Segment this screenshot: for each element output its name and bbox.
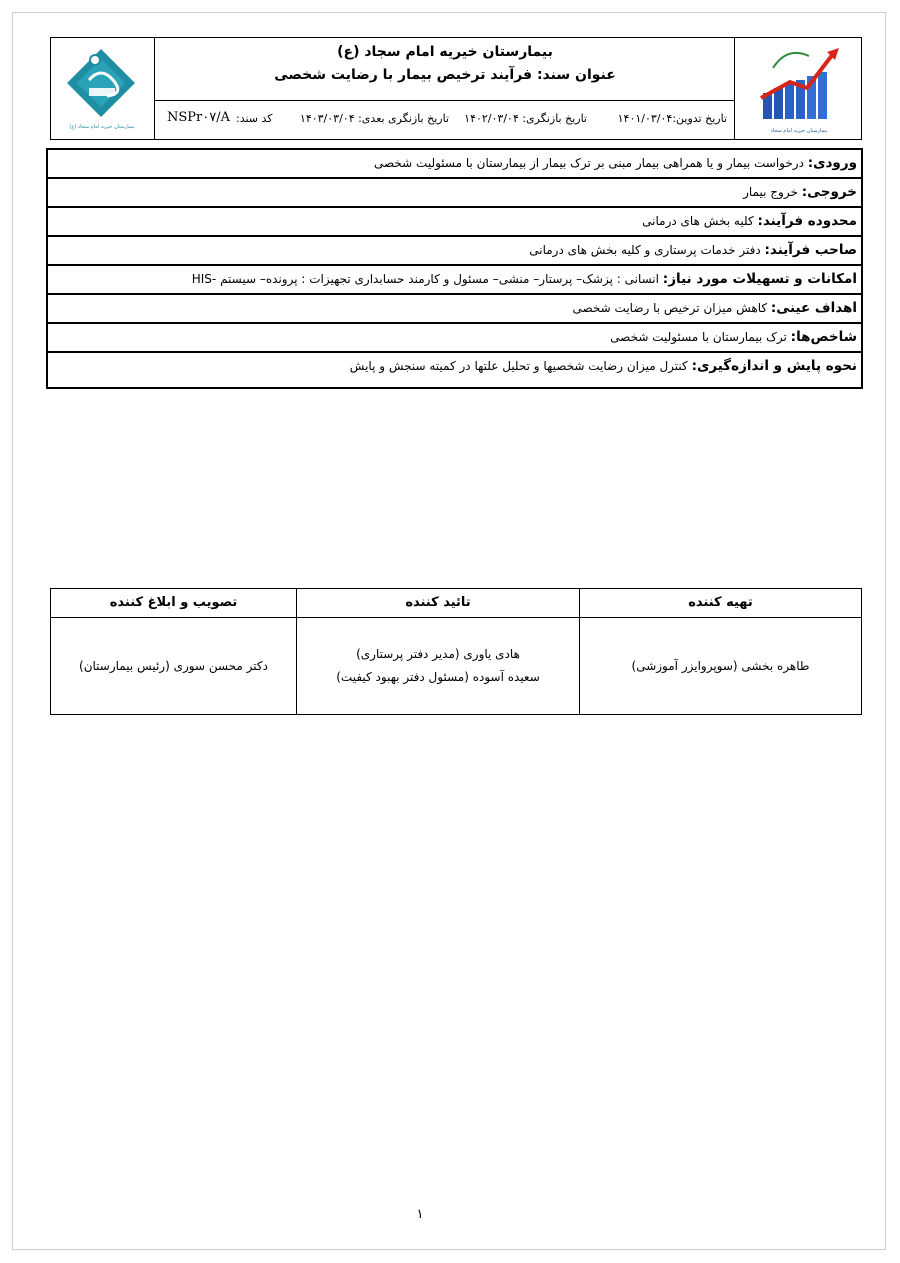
review-date: تاریخ بازنگری: ۱۴۰۲/۰۳/۰۴ xyxy=(464,112,587,125)
document-header xyxy=(50,37,862,140)
info-label: شاخص‌ها: xyxy=(790,329,857,345)
ratified-by-name: دکتر محسن سوری (رئیس بیمارستان) xyxy=(79,658,268,673)
info-value: انسانی : پزشک– پرستار– منشی– مسئول و کارمند حسابداری تجهیزات : پرونده– سیستم -HIS xyxy=(191,272,663,286)
ratified-by-header: تصویب و ابلاغ کننده xyxy=(51,589,296,618)
document-code-label: کد سند: xyxy=(236,112,273,125)
header-center xyxy=(155,38,735,139)
info-value: خروج بیمار xyxy=(743,185,802,199)
info-row-output xyxy=(48,179,861,208)
document-code: NSPr۰۷/A xyxy=(167,110,230,125)
info-row-input xyxy=(48,150,861,179)
info-value: کلیه بخش های درمانی xyxy=(642,214,758,228)
prepared-by-header: تهیه کننده xyxy=(580,589,861,618)
info-row-monitoring xyxy=(48,353,861,387)
ratified-by-cell xyxy=(51,618,296,714)
process-info-table xyxy=(46,148,863,389)
hospital-name: بیمارستان خیریه امام سجاد (ع) xyxy=(337,44,553,60)
info-row-owner xyxy=(48,237,861,266)
ratified-by-column xyxy=(51,589,297,714)
header-title-block xyxy=(155,38,735,101)
info-row-resources xyxy=(48,266,861,295)
info-label: نحوه پایش و اندازه‌گیری: xyxy=(691,358,857,374)
approved-by-cell xyxy=(297,618,579,714)
quality-logo-cell xyxy=(734,38,861,139)
info-value: دفتر خدمات پرستاری و کلیه بخش های درمانی xyxy=(529,243,765,257)
info-label: امکانات و تسهیلات مورد نیاز: xyxy=(662,271,857,287)
quality-logo-caption: بیمارستان خیریه امام سجاد xyxy=(770,128,828,134)
approved-by-header: تائید کننده xyxy=(297,589,579,618)
approved-by-column xyxy=(297,589,580,714)
growth-chart-logo-icon xyxy=(735,38,861,139)
info-label: ورودی: xyxy=(807,155,857,171)
approved-by-name-1: هادی یاوری (مدیر دفتر پرستاری) xyxy=(356,647,520,661)
prepared-by-name: طاهره بخشی (سوپروایزر آموزشی) xyxy=(631,658,810,673)
compile-date: تاریخ تدوین:۱۴۰۱/۰۳/۰۴ xyxy=(617,112,727,125)
info-value: کنترل میزان رضایت شخصیها و تحلیل علتها در کمیته سنجش و پایش xyxy=(349,359,692,373)
prepared-by-cell xyxy=(580,618,861,714)
hospital-logo-icon xyxy=(51,38,154,139)
page-number: ۱ xyxy=(416,1207,424,1222)
next-review-date: تاریخ بازنگری بعدی: ۱۴۰۳/۰۳/۰۴ xyxy=(299,112,449,125)
prepared-by-column xyxy=(580,589,861,714)
info-label: محدوده فرآیند: xyxy=(757,213,857,229)
info-label: صاحب فرآیند: xyxy=(764,242,857,258)
info-row-scope xyxy=(48,208,861,237)
info-label: خروجی: xyxy=(801,184,857,200)
info-row-objectives xyxy=(48,295,861,324)
logo-caption: بیمارستان خیریه امام سجاد (ع) xyxy=(69,124,135,130)
info-value: ترک بیمارستان با مسئولیت شخصی xyxy=(610,330,791,344)
signatures-table xyxy=(50,588,862,715)
document-title: عنوان سند: فرآیند ترخیص بیمار با رضایت شخصی xyxy=(274,67,616,83)
info-row-indicators xyxy=(48,324,861,353)
approved-by-name-2: سعیده آسوده (مسئول دفتر بهبود کیفیت) xyxy=(336,670,540,684)
info-label: اهداف عینی: xyxy=(770,300,857,316)
info-value: کاهش میزان ترخیص با رضایت شخصی xyxy=(572,301,771,315)
info-value: درخواست بیمار و یا همراهی بیمار مبنی بر ترک بیمار از بیمارستان با مسئولیت شخصی xyxy=(374,156,808,170)
hospital-logo-cell xyxy=(51,38,155,139)
header-meta-row xyxy=(155,101,735,139)
